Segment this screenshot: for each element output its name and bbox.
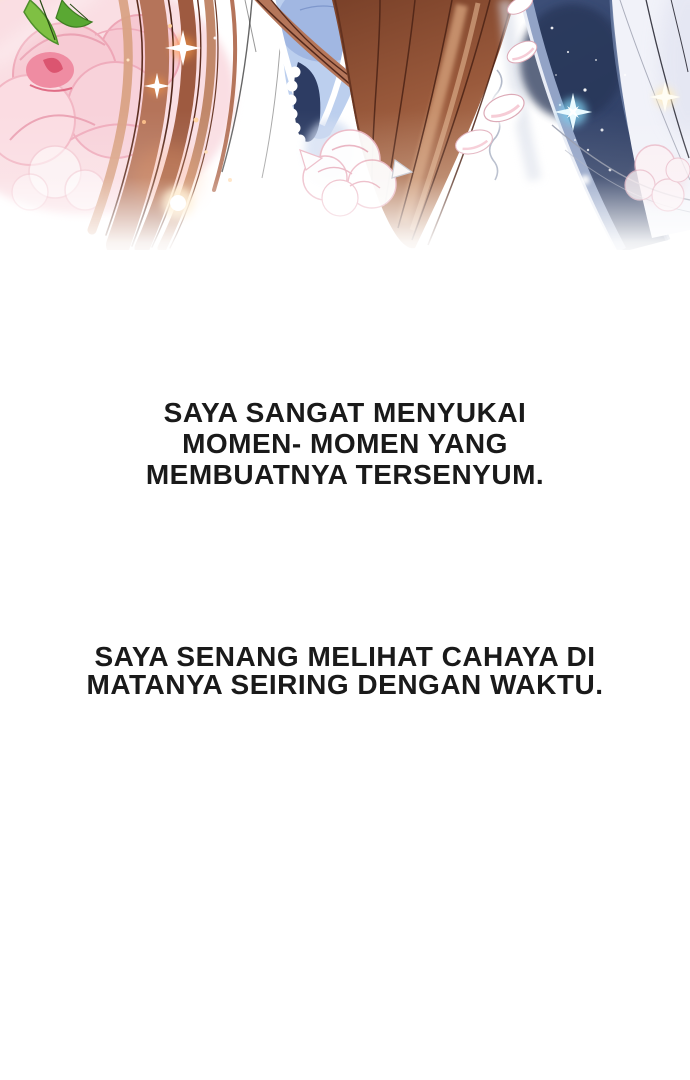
narration-line: MOMEN- MOMEN YANG	[182, 428, 508, 459]
artwork-panel	[0, 0, 690, 260]
narration-line: MEMBUATNYA TERSENYUM.	[145, 459, 545, 490]
artwork-illustration	[0, 0, 690, 260]
narration-line: SAYA SENANG MELIHAT CAHAYA DI	[94, 641, 596, 672]
narration-block-2	[0, 643, 690, 699]
narration-line: MATANYA SEIRING DENGAN WAKTU.	[86, 669, 604, 700]
narration-line: SAYA SANGAT MENYUKAI	[163, 397, 527, 428]
white-fade-overlay	[0, 110, 690, 260]
narration-block-1	[0, 397, 690, 490]
